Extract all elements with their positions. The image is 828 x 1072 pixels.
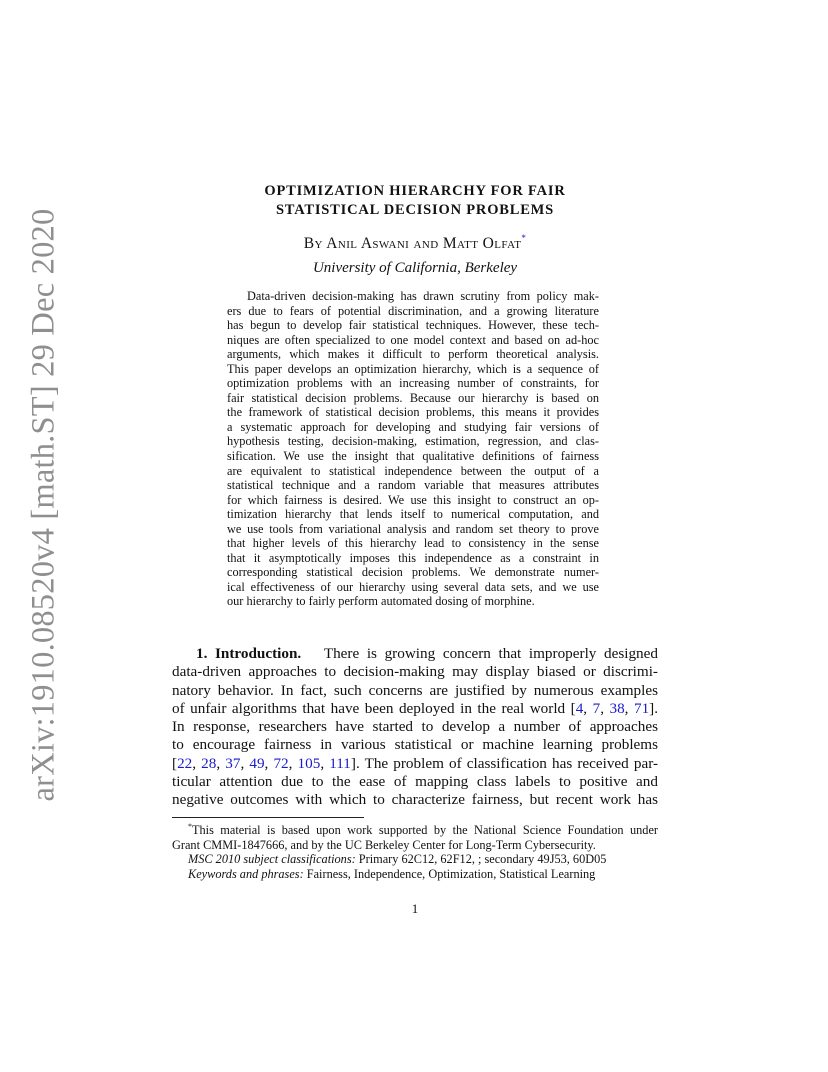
abstract-line: a systematic approach for developing and studying fair versions of — [227, 419, 599, 434]
section-heading: 1. Introduction. — [196, 645, 302, 662]
funding-text: This material is based upon work supported by the National Science Foundation under — [192, 823, 658, 837]
arxiv-stamp — [0, 0, 60, 1072]
authors — [172, 233, 658, 253]
citation-link[interactable]: 22 — [177, 754, 193, 772]
footnotes — [172, 820, 658, 881]
introduction-section — [172, 645, 658, 810]
abstract-line: arguments, which makes it difficult to perform theoretical analysis. — [227, 347, 599, 362]
abstract-line: sification. We use the insight that qualitative definitions of fairness — [227, 449, 599, 464]
author-footnote-mark[interactable]: * — [521, 233, 527, 243]
funding-footnote-line-2: Grant CMMI-1847666, and by the UC Berkeley Center for Long-Term Cybersecurity. — [172, 837, 596, 852]
intro-line: natory behavior. In fact, such concerns are justified by numerous examples — [172, 681, 658, 699]
intro-line: negative outcomes with which to characterize fairness, but recent work has — [172, 791, 658, 809]
abstract-line: niques are often specialized to one model context and based on ad-hoc — [227, 332, 599, 347]
abstract-line: that it asymptotically imposes this independence as a constraint in — [227, 550, 599, 565]
author-names: By Anil Aswani and Matt Olfat — [303, 235, 522, 252]
citation-link[interactable]: 28 — [201, 754, 217, 772]
funding-footnote-line-1 — [172, 820, 658, 838]
abstract-line: This paper develops an optimization hierarchy, which is a sequence of — [227, 361, 599, 376]
citation-link[interactable]: 7 — [592, 699, 601, 717]
abstract-line: hypothesis testing, decision-making, estimation, regression, and clas- — [227, 434, 599, 449]
citation-link[interactable]: 37 — [225, 754, 241, 772]
abstract-line: has begun to develop fair statistical techniques. However, these tech- — [227, 318, 599, 333]
abstract-line: timization hierarchy that lends itself to numerical computation, and — [227, 507, 599, 522]
abstract-line: our hierarchy to fairly perform automated dosing of morphine. — [227, 594, 535, 609]
intro-line: ticular attention due to the ease of mapping class labels to positive and — [172, 773, 658, 791]
keywords-value: Fairness, Independence, Optimization, Statistical Learning — [303, 866, 596, 881]
intro-line — [172, 645, 658, 663]
intro-line: In response, researchers have started to develop a number of approaches — [172, 718, 658, 736]
funding-footnote-mark: * — [188, 822, 192, 831]
intro-line: to encourage fairness in various statistical or machine learning problems — [172, 736, 658, 754]
intro-line: of unfair algorithms that have been deployed in the real world [4, 7, 38, 71]. — [172, 699, 659, 717]
abstract-line: are equivalent to statistical independence between the output of a — [227, 463, 599, 478]
paper-title-line-2: STATISTICAL DECISION PROBLEMS — [275, 202, 555, 218]
citation-link[interactable]: 111 — [329, 754, 351, 772]
msc-value: Primary 62C12, 62F12, ; secondary 49J53, 60D05 — [355, 852, 607, 867]
abstract-line: fair statistical decision problems. Because our hierarchy is based on — [227, 390, 599, 405]
abstract-line: corresponding statistical decision problems. We demonstrate numer- — [227, 565, 599, 580]
msc-label: MSC 2010 subject classifications: — [188, 852, 356, 867]
intro-text: . The problem of classification has received par- — [355, 754, 659, 772]
abstract — [227, 289, 599, 609]
abstract-line: for which fairness is desired. We use this insight to construct an op- — [227, 492, 599, 507]
abstract-line: ers due to fears of potential discrimination, and a growing literature — [227, 303, 599, 318]
citation-link[interactable]: 4 — [575, 699, 584, 717]
paper-title-line-1: OPTIMIZATION HIERARCHY FOR FAIR — [264, 183, 566, 199]
abstract-line: Data-driven decision-making has drawn scrutiny from policy mak- — [247, 289, 599, 303]
citation-link[interactable]: 72 — [273, 754, 289, 772]
page-number: 1 — [411, 901, 419, 916]
intro-line: data-driven approaches to decision-making may display biased or discrimi- — [172, 663, 658, 681]
abstract-line: ical effectiveness of our hierarchy using several data sets, and we use — [227, 579, 599, 594]
intro-text: of unfair algorithms that have been deployed in the real world [ — [172, 699, 576, 717]
abstract-line: optimization problems with an increasing number of constraints, for — [227, 376, 599, 391]
keywords-label: Keywords and phrases: — [188, 866, 304, 881]
intro-text: There is growing concern that improperly designed — [323, 645, 658, 662]
abstract-line: statistical technique and a random variable that measures attributes — [227, 478, 599, 493]
citation-link[interactable]: 38 — [609, 699, 625, 717]
abstract-line: that higher levels of this hierarchy lead to consistency in the sense — [227, 536, 599, 551]
footnote-rule — [172, 817, 364, 818]
affiliation: University of California, Berkeley — [312, 260, 518, 276]
intro-line: [22, 28, 37, 49, 72, 105, 111]. The problem of classification has received par- — [172, 754, 659, 772]
msc-classification — [172, 852, 658, 867]
citation-link[interactable]: 105 — [297, 754, 321, 772]
citation-link[interactable]: 49 — [249, 754, 265, 772]
abstract-line: we use tools from variational analysis and random set theory to prove — [227, 521, 599, 536]
citation-link[interactable]: 71 — [633, 699, 650, 717]
abstract-line: the framework of statistical decision problems, this means it provides — [227, 405, 599, 420]
keywords — [172, 867, 658, 882]
arxiv-id: arXiv:1910.08520v4 [math.ST] 29 Dec 2020 — [25, 208, 62, 802]
